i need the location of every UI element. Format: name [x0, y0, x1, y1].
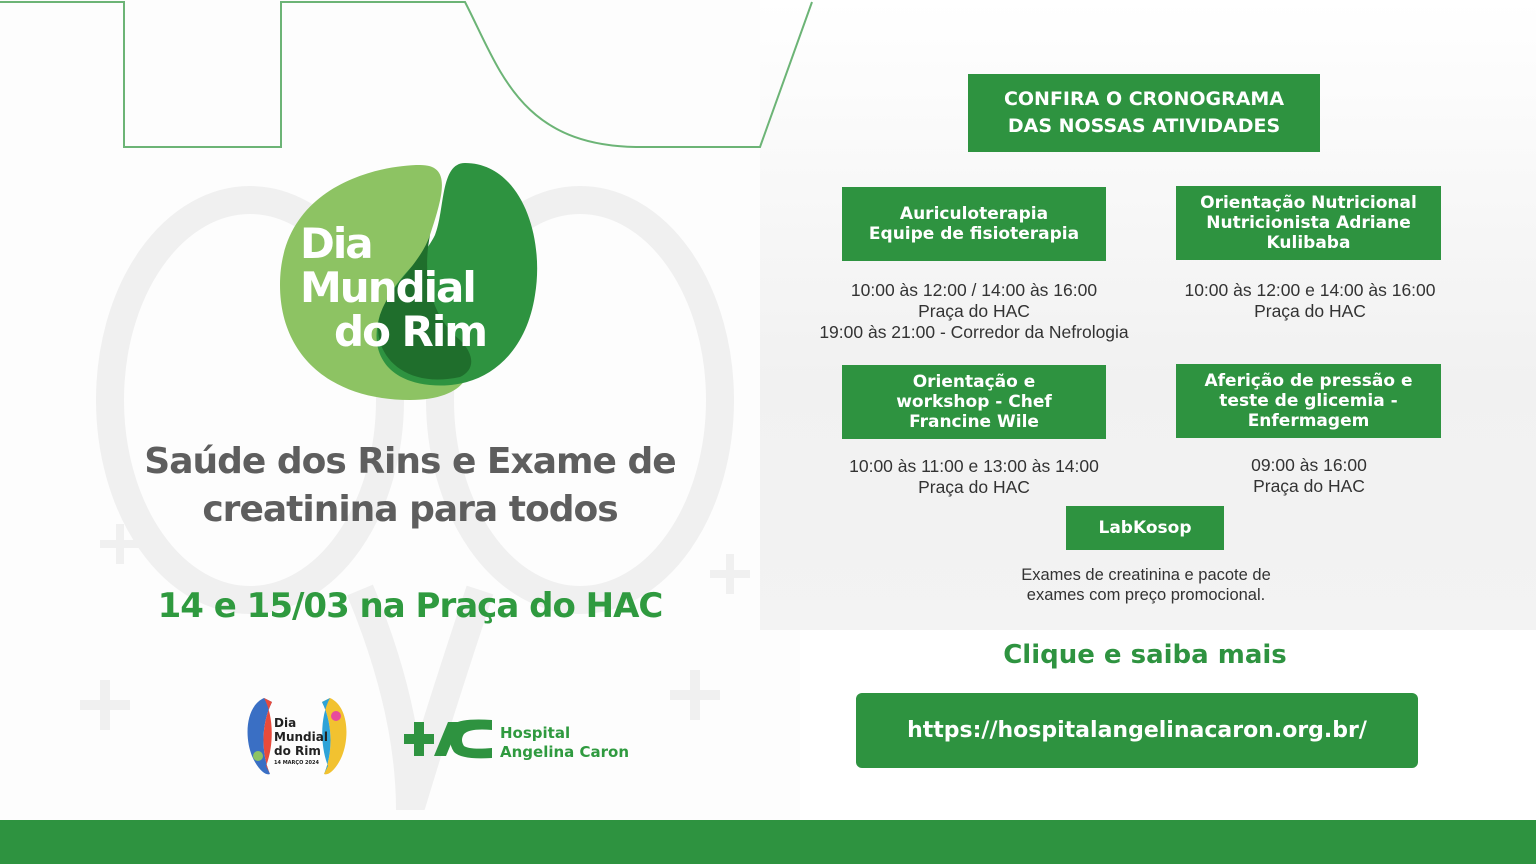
activity-detail-line: Praça do HAC [918, 301, 1030, 321]
hospital-name-line-1: Hospital [500, 724, 571, 742]
bottom-green-bar [0, 820, 1536, 864]
small-logo-line-1: Dia [274, 716, 297, 730]
activity-title-line: LabKosop [1098, 518, 1192, 538]
logo-wordmark [300, 219, 487, 356]
hospital-name [500, 724, 629, 762]
top-outline-decoration [0, 0, 820, 150]
headline-line-1: Saúde dos Rins e Exame de [144, 441, 676, 482]
activity-detail-line: 10:00 às 12:00 / 14:00 às 16:00 [850, 280, 1098, 300]
schedule-title [968, 74, 1320, 152]
activity-title-workshop [842, 365, 1106, 439]
activity-title-line: workshop - Chef [896, 392, 1052, 412]
headline-line-2: creatinina para todos [202, 489, 618, 530]
activity-details-afericao [1160, 455, 1458, 497]
logo-line-3: do Rim [334, 307, 487, 356]
activity-details-workshop [800, 456, 1148, 498]
schedule-title-line-1: CONFIRA O CRONOGRAMA [1003, 88, 1285, 110]
small-logo-wordmark [274, 716, 328, 758]
activity-detail-line: 09:00 às 16:00 [1251, 455, 1367, 475]
hospital-name-line-2: Angelina Caron [500, 743, 630, 761]
activity-detail-line: Praça do HAC [1253, 476, 1365, 496]
logo-line-2: Mundial [300, 263, 475, 312]
activity-details-auriculoterapia [780, 280, 1168, 343]
activity-detail-line: Praça do HAC [1254, 301, 1366, 321]
activity-title-line: Orientação e [912, 372, 1036, 392]
activity-detail-line: Exames de creatinina e pacote de [1021, 566, 1271, 584]
activity-title-line: Auriculoterapia [899, 204, 1049, 224]
activity-detail-line: exames com preço promocional. [1026, 586, 1266, 604]
activity-title-line: Nutricionista Adriane [1206, 213, 1411, 233]
cta-label: Clique e saiba mais [1003, 640, 1287, 670]
activity-title-line: Aferição de pressão e [1204, 371, 1413, 391]
headline [80, 438, 740, 534]
small-logo-line-2: Mundial [274, 730, 328, 744]
activity-title-afericao [1176, 364, 1441, 438]
activity-detail-line: 10:00 às 12:00 e 14:00 às 16:00 [1184, 280, 1436, 300]
activity-title-line: Francine Wile [909, 412, 1039, 432]
schedule-title-line-2: DAS NOSSAS ATIVIDADES [1007, 115, 1281, 137]
activity-title-line: Kulibaba [1266, 233, 1351, 253]
activity-title-line: Enfermagem [1247, 411, 1370, 431]
website-link-button[interactable]: https://hospitalangelinacaron.org.br/ [856, 693, 1418, 768]
activity-title-labkosop [1066, 506, 1224, 550]
logo-line-1: Dia [300, 219, 372, 268]
activity-title-line: Orientação Nutricional [1200, 193, 1417, 213]
activity-details-orientacao-nutricional [1160, 280, 1460, 322]
activity-details-labkosop [970, 565, 1322, 605]
activity-detail-line: 19:00 às 21:00 - Corredor da Nefrologia [819, 322, 1129, 342]
activity-title-line: Equipe de fisioterapia [868, 224, 1080, 244]
activity-detail-line: 10:00 às 11:00 e 13:00 às 14:00 [849, 456, 1099, 476]
hac-logo-icon [404, 718, 494, 760]
activity-title-auriculoterapia [842, 187, 1106, 261]
activity-detail-line: Praça do HAC [918, 477, 1030, 497]
event-date: 14 e 15/03 na Praça do HAC [157, 586, 663, 626]
activity-title-orientacao-nutricional [1176, 186, 1441, 260]
activity-title-line: teste de glicemia - [1219, 391, 1398, 411]
small-logo-line-3: do Rim [274, 744, 321, 758]
small-logo-date: 14 MARÇO 2024 [274, 760, 319, 766]
